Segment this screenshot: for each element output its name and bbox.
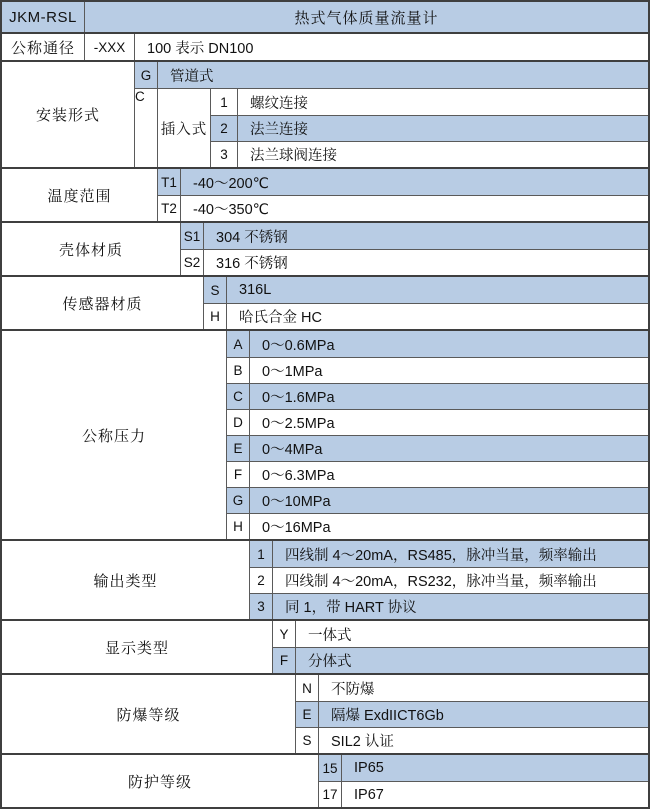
section-label-protection: 防护等级 [2,755,319,807]
option-code: H [227,514,250,539]
option-desc: 0～6.3MPa [262,468,335,484]
option-code: F [273,648,296,673]
option-row [227,487,648,513]
option-code: T1 [158,169,181,195]
option-desc: 0～16MPa [262,520,331,536]
option-desc: 四线制 4～20mA，RS232，脉冲当量，频率输出 [285,574,597,590]
option-code: F [227,462,250,487]
option-row [211,141,648,167]
section-pressure [2,329,648,539]
section-label-temperature: 温度范围 [2,169,158,221]
section-label-output: 输出类型 [2,541,250,619]
option-code: 17 [319,782,342,807]
option-row [227,331,648,357]
section-diameter [2,32,648,60]
option-row [227,409,648,435]
option-desc: IP67 [354,786,384,803]
option-code: H [204,304,227,329]
option-code: S1 [181,223,204,249]
option-desc: 不防爆 [331,681,375,698]
section-label-install: 安装形式 [2,62,135,167]
section-header [2,2,648,32]
option-row [296,727,648,753]
option-row [204,303,648,329]
option-desc: SIL2 认证 [331,734,394,750]
option-desc: IP65 [342,755,648,781]
option-row [227,357,648,383]
option-desc: 316 不锈钢 [216,256,288,272]
option-desc: 四线制 4～20mA，RS485，脉冲当量，频率输出 [273,541,648,567]
option-desc: 0～1MPa [262,364,323,380]
option-code: A [227,331,250,357]
option-code: 1 [211,89,238,115]
option-code: 3 [250,594,273,619]
option-row [227,461,648,487]
option-row [319,781,648,807]
option-row [135,62,648,88]
option-row [319,755,648,781]
option-code: E [227,436,250,461]
option-desc: 隔爆 ExdIICT6Gb [319,702,648,727]
option-desc: 螺纹连接 [250,95,308,112]
option-row [273,621,648,647]
option-desc: 法兰连接 [238,116,648,141]
option-row [250,541,648,567]
option-desc: 0～4MPa [250,436,648,461]
insert-group [135,88,648,167]
table-title: 热式气体质量流量计 [85,2,648,32]
option-code: S2 [181,250,204,275]
option-row [181,223,648,249]
option-desc: 316L [227,277,648,303]
option-desc: 哈氏合金 HC [239,310,322,326]
option-row [227,383,648,409]
option-row [227,513,648,539]
option-row [296,675,648,701]
section-display [2,619,648,673]
option-desc: -40～200℃ [181,169,648,195]
option-code: S [296,728,319,753]
option-row [227,435,648,461]
section-output [2,539,648,619]
option-desc: 0～1.6MPa [250,384,648,409]
option-row [211,115,648,141]
option-code: 2 [211,116,238,141]
option-desc: 同 1，带 HART 协议 [273,594,648,619]
option-code: D [227,410,250,435]
option-code: C [227,384,250,409]
option-code: N [296,675,319,701]
option-row [158,195,648,221]
option-code: 1 [250,541,273,567]
option-code: B [227,358,250,383]
section-label-housing: 壳体材质 [2,223,181,275]
section-label-sensor: 传感器材质 [2,277,204,329]
option-row [204,277,648,303]
section-temperature [2,167,648,221]
option-row [181,249,648,275]
option-code: Y [273,621,296,647]
diameter-code: -XXX [85,34,135,60]
option-code: 2 [250,568,273,593]
section-protection [2,753,648,807]
option-desc: 0～10MPa [250,488,648,513]
option-code: 15 [319,755,342,781]
section-install [2,60,648,167]
option-code: 3 [211,142,238,167]
model-code: JKM-RSL [2,2,85,32]
option-desc: 法兰球阀连接 [250,148,337,164]
section-label-explosion: 防爆等级 [2,675,296,753]
section-explosion [2,673,648,753]
insert-group-code: C [135,89,158,167]
option-code: S [204,277,227,303]
section-label-diameter: 公称通径 [2,34,85,60]
option-desc: 分体式 [296,648,648,673]
section-sensor [2,275,648,329]
option-desc: -40～350℃ [193,202,269,218]
option-desc: 一体式 [308,627,352,644]
option-desc: 管道式 [158,62,648,88]
option-code: G [135,62,158,88]
option-desc: 0～2.5MPa [262,416,335,432]
option-row [211,89,648,115]
option-row [158,169,648,195]
option-desc: 304 不锈钢 [204,223,648,249]
section-label-display: 显示类型 [2,621,273,673]
insert-group-name: 插入式 [158,89,211,167]
option-row [296,701,648,727]
option-code: G [227,488,250,513]
option-code: E [296,702,319,727]
section-housing [2,221,648,275]
option-row [273,647,648,673]
option-desc: 0～0.6MPa [250,331,648,357]
option-row [250,567,648,593]
option-row [250,593,648,619]
diameter-desc: 100 表示 DN100 [147,40,254,57]
section-label-pressure: 公称压力 [2,331,227,539]
option-code: T2 [158,196,181,221]
